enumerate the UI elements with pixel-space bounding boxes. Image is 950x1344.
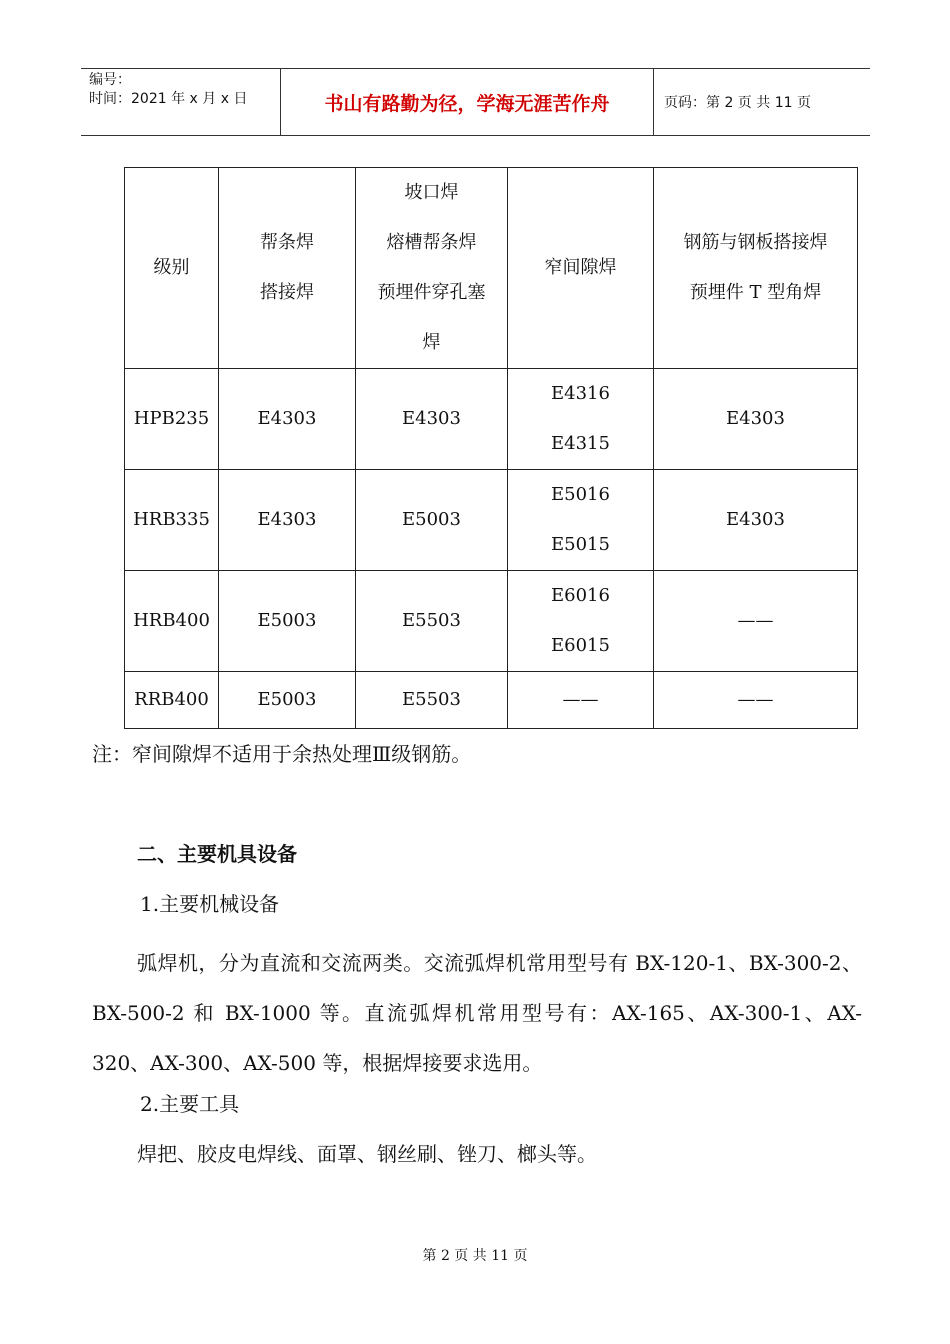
table-cell-text: 帮条焊 <box>260 232 314 253</box>
table-cell-text: E5003 <box>257 689 317 710</box>
table-cell-text: E4316 <box>551 383 610 404</box>
table-cell-text: E4303 <box>402 408 461 429</box>
table-header-cell <box>356 168 508 369</box>
document-date-label: 时间：2021 年 x 月 x 日 <box>89 91 248 107</box>
welding-rod-table <box>124 167 858 729</box>
table-header-cell <box>654 168 858 369</box>
table-cell-text: HPB235 <box>133 408 210 429</box>
table-cell-text: 窄间隙焊 <box>544 257 617 278</box>
table-cell <box>125 369 219 470</box>
table-cell <box>654 470 858 571</box>
table-cell-text: RRB400 <box>134 689 209 710</box>
table-cell-text: 搭接焊 <box>260 282 314 303</box>
table-cell <box>654 369 858 470</box>
table-cell-text: E5015 <box>551 534 610 555</box>
table-cell-text: E4303 <box>726 408 785 429</box>
header-page-info: 页码：第 2 页 共 11 页 <box>664 95 811 111</box>
page-header <box>81 68 870 136</box>
table-cell-text: —— <box>737 689 774 710</box>
section-heading: 二、主要机具设备 <box>137 842 297 866</box>
table-header-row <box>125 168 858 369</box>
header-meta <box>81 69 281 135</box>
table-cell <box>508 470 654 571</box>
table-cell <box>219 672 356 729</box>
table-cell-text: E5503 <box>402 689 461 710</box>
table-cell-text: 焊 <box>422 332 441 353</box>
table-cell <box>125 470 219 571</box>
table-cell-text: —— <box>562 689 599 710</box>
table-cell <box>125 571 219 672</box>
table-cell-text: HRB335 <box>133 509 210 530</box>
table-cell-text: E6015 <box>551 635 610 656</box>
table-note: 注：窄间隙焊不适用于余热处理Ⅲ级钢筋。 <box>92 742 472 766</box>
table-cell <box>654 672 858 729</box>
subsection-heading-machinery: 1.主要机械设备 <box>140 892 280 916</box>
table-cell-text: E4303 <box>726 509 785 530</box>
table-cell <box>356 369 508 470</box>
table-cell-text: 预埋件 T 型角焊 <box>689 282 822 303</box>
table-cell <box>219 369 356 470</box>
table-cell-text: 坡口焊 <box>404 182 459 203</box>
table-header-cell <box>219 168 356 369</box>
page-footer: 第 2 页 共 11 页 <box>422 1248 528 1264</box>
table-cell-text: 预埋件穿孔塞 <box>377 282 486 303</box>
table-cell <box>219 470 356 571</box>
table-cell-text: 钢筋与钢板搭接焊 <box>683 232 828 253</box>
table-cell <box>356 571 508 672</box>
table-row <box>125 369 858 470</box>
table-cell <box>654 571 858 672</box>
table-cell <box>219 571 356 672</box>
table-cell-text: E4315 <box>551 433 610 454</box>
table-cell-text: E5003 <box>257 610 317 631</box>
table-cell-text: E5503 <box>402 610 461 631</box>
table-cell-text: 熔槽帮条焊 <box>386 232 477 253</box>
table-row <box>125 470 858 571</box>
paragraph-welding-machines: 弧焊机，分为直流和交流两类。交流弧焊机常用型号有 BX-120-1、BX-300-2、BX-500-2 和 BX-1000 等。直流弧焊机常用型号有：AX-165、AX-300-1、AX-320、AX-300、AX-500 等，根据焊接要求选用。 <box>92 951 862 1075</box>
table-cell <box>508 672 654 729</box>
table-cell-text: E4303 <box>257 509 317 530</box>
table-cell <box>508 571 654 672</box>
table-header-cell <box>508 168 654 369</box>
table-cell-text: HRB400 <box>133 610 210 631</box>
paragraph-tools: 焊把、胶皮电焊线、面罩、钢丝刷、锉刀、榔头等。 <box>137 1142 597 1166</box>
table-header-cell <box>125 168 219 369</box>
table-row <box>125 672 858 729</box>
table-cell-text: E4303 <box>257 408 317 429</box>
table-cell <box>356 672 508 729</box>
header-motto: 书山有路勤为径，学海无涯苦作舟 <box>281 69 654 135</box>
table-cell-text: —— <box>737 610 774 631</box>
table-cell-text: E5016 <box>551 484 610 505</box>
subsection-heading-tools: 2.主要工具 <box>140 1092 240 1116</box>
table-cell <box>508 369 654 470</box>
table-row <box>125 571 858 672</box>
table-cell <box>125 672 219 729</box>
table-cell-text: 级别 <box>153 257 190 278</box>
table-cell-text: E6016 <box>551 585 610 606</box>
table-cell-text: E5003 <box>402 509 461 530</box>
table-cell <box>356 470 508 571</box>
document-number-label: 编号： <box>89 72 131 88</box>
